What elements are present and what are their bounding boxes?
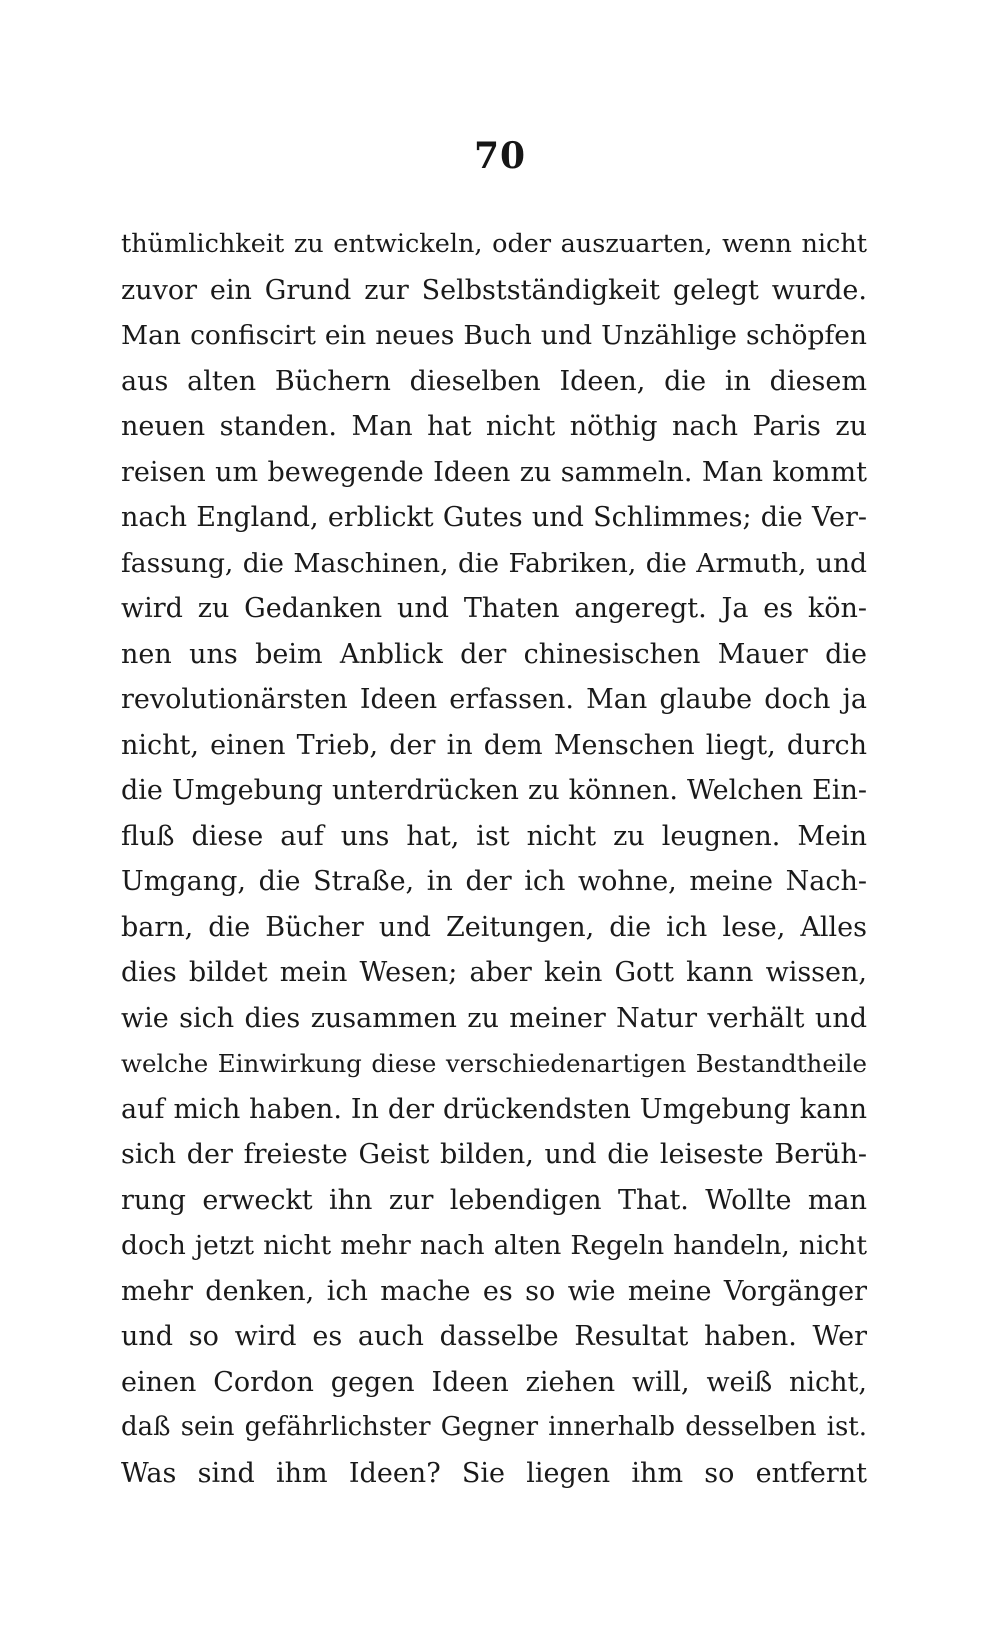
text-line: barn, die Bücher und Zeitungen, die ich lese, Alles — [121, 911, 867, 943]
text-line: zuvor ein Grund zur Selbstständigkeit gelegt wurde. — [121, 274, 867, 306]
text-line: nach England, erblickt Gutes und Schlimmes; die Ver- — [121, 502, 867, 533]
text-line: wie sich dies zusammen zu meiner Natur verhält und — [121, 1002, 867, 1034]
text-line: neuen standen. Man hat nicht nöthig nach Paris zu — [121, 411, 867, 442]
text-line: doch jetzt nicht mehr nach alten Regeln handeln, nicht — [121, 1230, 867, 1261]
page-number: 70 — [473, 135, 527, 177]
text-line: Umgang, die Straße, in der ich wohne, meine Nach- — [121, 866, 867, 897]
text-line: und so wird es auch dasselbe Resultat haben. Wer — [121, 1321, 867, 1352]
text-line: die Umgebung unterdrücken zu können. Welchen Ein- — [121, 775, 867, 806]
text-line: daß sein gefährlichster Gegner innerhalb desselben ist. — [121, 1412, 867, 1442]
text-line: auf mich haben. In der drückendsten Umgebung kann — [121, 1093, 867, 1125]
text-line: Was sind ihm Ideen? Sie liegen ihm so entfernt — [121, 1457, 867, 1489]
text-line: thümlichkeit zu entwickeln, oder auszuarten, wenn nicht — [121, 229, 867, 259]
text-line: welche Einwirkung diese verschiedenartigen Bestandtheile — [121, 1049, 867, 1078]
text-line: reisen um bewegende Ideen zu sammeln. Man kommt — [121, 456, 867, 488]
text-line: nicht, einen Trieb, der in dem Menschen liegt, durch — [121, 729, 867, 761]
text-line: revolutionärsten Ideen erfassen. Man glaube doch ja — [121, 684, 867, 715]
text-line: fassung, die Maschinen, die Fabriken, die Armuth, und — [121, 547, 867, 579]
body-text — [121, 222, 867, 1496]
text-line: sich der freieste Geist bilden, und die leiseste Berüh- — [121, 1139, 867, 1170]
text-line: Man confiscirt ein neues Buch und Unzählige schöpfen — [121, 320, 867, 351]
text-line: wird zu Gedanken und Thaten angeregt. Ja es kön- — [121, 593, 867, 624]
text-line: mehr denken, ich mache es so wie meine Vorgänger — [121, 1275, 867, 1307]
text-line: aus alten Büchern dieselben Ideen, die in diesem — [121, 365, 867, 397]
text-line: rung erweckt ihn zur lebendigen That. Wollte man — [121, 1184, 867, 1216]
text-line: einen Cordon gegen Ideen ziehen will, weiß nicht, — [121, 1366, 867, 1398]
text-line: fluß diese auf uns hat, ist nicht zu leugnen. Mein — [121, 820, 867, 852]
text-line: dies bildet mein Wesen; aber kein Gott kann wissen, — [121, 957, 867, 988]
text-line: nen uns beim Anblick der chinesischen Mauer die — [121, 638, 867, 670]
